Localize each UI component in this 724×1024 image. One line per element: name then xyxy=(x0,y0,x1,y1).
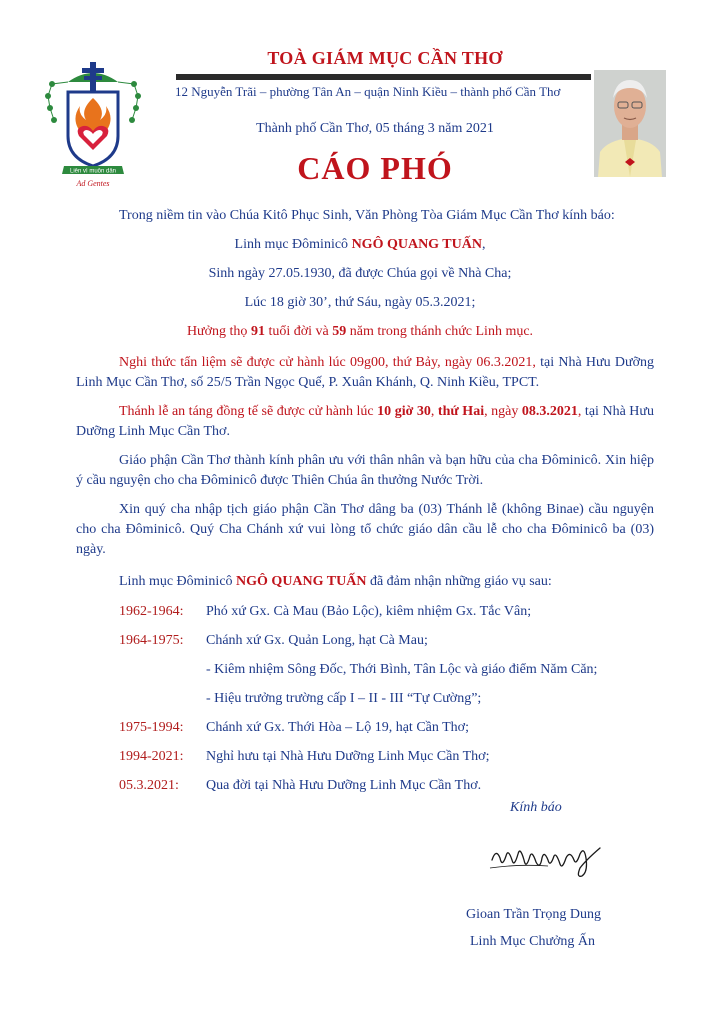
age-prefix: Hưởng thọ xyxy=(186,324,251,339)
duty-text: Phó xứ Gx. Cà Mau (Bảo Lộc), kiêm nhiệm Gx. Tắc Vân; xyxy=(206,604,532,619)
intro-text: Trong niềm tin vào Chúa Kitô Phục Sinh, Văn Phòng Tòa Giám Mục Cần Thơ kính báo: xyxy=(119,208,615,223)
duty-years: 05.3.2021: xyxy=(119,778,179,793)
page-title: CÁO PHÓ xyxy=(297,150,453,186)
deceased-suffix: , xyxy=(481,237,486,252)
duties-intro-prefix: Linh mục Đôminicô xyxy=(119,574,237,589)
duty-text: - Hiệu trưởng trường cấp I – II - III “Tự Cường”; xyxy=(206,691,482,706)
wake-place-text: tại Nhà Hưu Dưỡng Linh Mục Cần Thơ, số 25/5 Trần Ngọc Quế, P. Xuân Khánh, Q. Ninh Kiều, TPCT. xyxy=(76,355,654,390)
funeral-p4: , xyxy=(577,404,582,419)
funeral-day: thứ Hai xyxy=(437,404,485,419)
funeral-place: tại Nhà Hưu Dưỡng Linh Mục Cần Thơ. xyxy=(76,404,655,439)
duty-text: - Kiêm nhiệm Sông Đốc, Thới Bình, Tân Lộc và giáo điểm Năm Căn; xyxy=(206,662,598,677)
priest-portrait xyxy=(594,70,666,177)
funeral-paragraph xyxy=(76,402,654,442)
funeral-p2: , xyxy=(430,404,438,419)
age-years: 91 xyxy=(250,324,265,339)
address-line: 12 Nguyễn Trãi – phường Tân An – quận Ninh Kiều – thành phố Cần Thơ xyxy=(175,84,561,99)
closing-text: Kính báo xyxy=(510,800,562,815)
duties-intro-suffix: đã đảm nhận những giáo vụ sau: xyxy=(366,574,552,589)
age-suffix: năm trong thánh chức Linh mục. xyxy=(346,324,534,339)
duty-text: Chánh xứ Gx. Thới Hòa – Lộ 19, hạt Cần Thơ; xyxy=(206,720,469,735)
duties-intro xyxy=(119,572,552,592)
duty-years: 1964-1975: xyxy=(119,633,184,648)
wake-time-text: Nghi thức tẩn liệm sẽ được cử hành lúc 09g00, thứ Bảy, ngày 06.3.2021, xyxy=(119,355,536,370)
org-name: TOÀ GIÁM MỤC CẦN THƠ xyxy=(267,48,503,68)
time-line: Lúc 18 giờ 30’, thứ Sáu, ngày 05.3.2021; xyxy=(244,295,476,310)
duty-years: 1994-2021: xyxy=(119,749,184,764)
age-middle: tuổi đời và xyxy=(264,324,333,339)
duty-text: Chánh xứ Gx. Quản Long, hạt Cà Mau; xyxy=(206,633,428,648)
coat-of-arms-logo xyxy=(38,58,148,188)
duty-text: Nghỉ hưu tại Nhà Hưu Dưỡng Linh Mục Cần Thơ; xyxy=(206,749,490,764)
birth-line: Sinh ngày 27.05.1930, đã được Chúa gọi về Nhà Cha; xyxy=(208,266,512,281)
age-line xyxy=(100,322,620,342)
deceased-name: NGÔ QUANG TUẤN xyxy=(351,237,482,252)
header-rule xyxy=(176,74,591,80)
signer-name: Gioan Trần Trọng Dung xyxy=(466,907,601,922)
crest-motto-text: Liên vì muôn dân xyxy=(69,168,117,175)
signer-title: Linh Mục Chưởng Ấn xyxy=(470,934,596,949)
dateline: Thành phố Cần Thơ, 05 tháng 3 năm 2021 xyxy=(256,121,494,136)
duty-text: Qua đời tại Nhà Hưu Dưỡng Linh Mục Cần Thơ. xyxy=(206,778,482,793)
request-paragraph: Xin quý cha nhập tịch giáo phận Cần Thơ dâng ba (03) Thánh lễ (không Binae) cầu nguyện cho cha Đôminicô. Quý Cha Chánh xứ vui lòng tổ chức giáo dân cầu lễ cho cha Đôminicô ba (03) ngày. xyxy=(76,502,654,557)
duty-years: 1962-1964: xyxy=(119,604,184,619)
crest-ribbon-text: Ad Gentes xyxy=(76,179,110,188)
funeral-p3: , ngày xyxy=(484,404,522,419)
handwritten-signature xyxy=(488,838,606,880)
duties-intro-name: NGÔ QUANG TUẤN xyxy=(236,574,367,589)
duty-years: 1975-1994: xyxy=(119,720,184,735)
funeral-time: 10 giờ 30 xyxy=(377,404,431,419)
deceased-line xyxy=(100,235,620,255)
wake-paragraph xyxy=(76,353,654,393)
priest-years: 59 xyxy=(332,324,347,339)
funeral-p1: Thánh lễ an táng đồng tế sẽ được cử hành lúc xyxy=(119,404,378,419)
condolence-paragraph: Giáo phận Cần Thơ thành kính phân ưu với thân nhân và bạn hữu của cha Đôminicô. Xin hiệp ý cầu nguyện cho cha Đôminicô được Thiên Chúa ân thưởng Nước Trời. xyxy=(76,453,654,488)
funeral-date: 08.3.2021 xyxy=(521,404,578,419)
deceased-prefix: Linh mục Đôminicô xyxy=(234,237,352,252)
